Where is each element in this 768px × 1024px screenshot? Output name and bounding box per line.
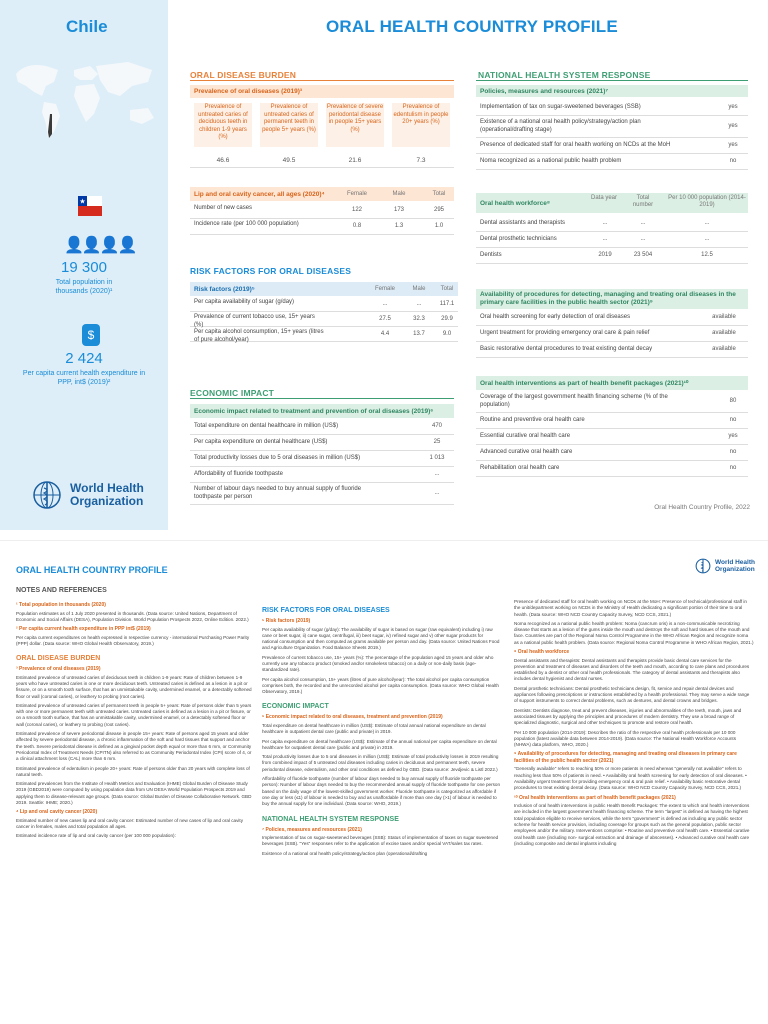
oral-disease-rule bbox=[190, 80, 454, 81]
risk-title: RISK FACTORS FOR ORAL DISEASES bbox=[190, 266, 352, 276]
notes-paragraph: Per capita alcohol consumption, 15+ years (litres of pure alcohol/year): The total alcohol per capita consumption comprises both, the recorded and the unrecorded alcohol per capita consumption. (Data source: WHO Global Health Observatory, 2019.) bbox=[262, 676, 499, 695]
economic-row-value: ... bbox=[434, 490, 440, 496]
economic-row-value: 1 013 bbox=[429, 455, 445, 461]
availability-row-value: available bbox=[712, 314, 736, 320]
workforce-header-total: Total number bbox=[632, 195, 654, 208]
who-name-line2: Organization bbox=[70, 494, 144, 508]
economic-row-label: Total productivity losses due to 5 oral diseases in million (US$) bbox=[194, 455, 361, 461]
economic-row-value: 25 bbox=[433, 439, 441, 445]
policy-row-label: Noma recognized as a national public health problem bbox=[480, 158, 622, 164]
expenditure-value: 2 424 bbox=[65, 350, 103, 367]
population-stat bbox=[0, 259, 168, 296]
page-footer: Oral Health Country Profile, 2022 bbox=[654, 504, 750, 511]
risk-row-value: 117.1 bbox=[439, 300, 455, 307]
notes-column-2 bbox=[262, 599, 500, 1024]
cancer-header-male: Male bbox=[392, 191, 406, 197]
economic-row-label: Per capita expenditure on dental healthcare (US$) bbox=[194, 439, 328, 445]
notes-subheading: ¹ Total population in thousands (2020) bbox=[16, 602, 106, 608]
notes-paragraph: Affordability of fluoride toothpaste (number of labour days needed to buy annual supply of fluoride toothpaste per person): Number of labour days needed to buy the recommended annual supply of fluoride toothpaste for one person based on the daily wage of the lowest-skilled government worker. Fluoride toothpaste is categorized as affordable if one day or less (≤1) of labour is needed to buy and as unaffordable if more than one day (>1) of labour is needed to buy the annual supply for one individual. (Data source: WHO, 2019.) bbox=[262, 776, 500, 807]
risk-row-value: ... bbox=[416, 300, 422, 307]
risk-row-value: 29.9 bbox=[441, 315, 453, 322]
notes-subheading: ¹⁰ Oral health interventions as part of health benefit packages (2021) bbox=[514, 794, 676, 801]
cancer-row-label: Number of new cases bbox=[194, 205, 253, 211]
prevalence-column-label: Prevalence of severe periodontal disease in people 15+ years (%) bbox=[326, 103, 384, 147]
cancer-row-value: 0.8 bbox=[352, 223, 362, 229]
workforce-row-value: 23 504 bbox=[633, 252, 653, 258]
notes-paragraph: Per 10 000 population (2014-2019): Describes the ratio of the respective oral health professionals per 10 000 population (latest available data between 2014-2019). (Data source: The National Health Workforce Accounts (NHWA) data platform, WHO, 2020.) bbox=[514, 729, 736, 748]
notes-paragraph: Dental prosthetic technicians: Dental prosthetic technicians design, fit, service and repair dental devices and appliances following prescriptions or instructions established by a health professional. They may serve a wide range of support instruments to correct dental problems, such as dentures, and dental crowns and bridges. bbox=[514, 685, 750, 704]
package-row-label: Routine and preventive oral health care bbox=[480, 417, 585, 423]
notes-page-title: ORAL HEALTH COUNTRY PROFILE bbox=[16, 565, 168, 575]
risk-header-male: Male bbox=[412, 286, 426, 292]
population-icon: 👤👤👤👤 bbox=[64, 237, 136, 254]
notes-who-name bbox=[715, 559, 755, 573]
risk-header-total: Total bbox=[440, 286, 454, 292]
workforce-row-value: ... bbox=[640, 236, 646, 242]
notes-paragraph: Estimated prevalence of severe periodontal disease in people 15+ years: Rate of persons aged 15 years and older affected by severe periodontal disease, a chronic inflammation of the soft and hard tissues that support and anchor the teeth. Severe periodontal disease is defined as a gingival pocket depth equal or more than 6 mm, or Community Periodontal Index of Treatment Needs (CPITN) also referred to as Community Periodontal Index (CPI) score of 4, or a clinical attachment loss (CAL) more than 6 mm. bbox=[16, 731, 252, 762]
package-row-label: Advanced curative oral health care bbox=[480, 449, 573, 455]
notes-paragraph: Inclusion of oral health interventions in public Health Benefit Packages: The extent to which oral health interventions are included in the largest government health financing scheme. The term "largest" is defined as having the highest total population eligible to receive services, while the term "government" is defined as including any public sector scheme for health service provision, including coverage for groups such as the general population, public sector employees and/or the military. Interventions comprise: • Routine and preventive oral health care. • Essential curative oral health care (including non- surgical extraction and drainage of abscesses). • Advanced curative oral health care (including composite and dental implants including bbox=[514, 803, 750, 846]
economic-row-label: Total expenditure on dental healthcare in million (US$) bbox=[194, 423, 339, 429]
cancer-header-total: Total bbox=[432, 191, 446, 197]
notes-subheading: ⁹ Availability of procedures for detecting, managing and treating oral diseases in primary care facilities of the public health sector (2021) bbox=[514, 751, 737, 764]
policy-row-label: Implementation of tax on sugar-sweetened beverages (SSB) bbox=[480, 104, 641, 110]
world-map-icon bbox=[8, 52, 160, 148]
cancer-band-label: Lip and oral cavity cancer, all ages (2020)⁴ bbox=[194, 190, 325, 198]
notes-paragraph: Prevalence of current tobacco use, 15+ years (%): The percentage of the population aged 15 years and older who currently use any tobacco product (smoked and/or smokeless tobacco) on a daily or non-daily basis (age-standardized rate). bbox=[262, 654, 494, 673]
economic-row-value: ... bbox=[434, 471, 440, 477]
risk-row-value: 13.7 bbox=[413, 330, 425, 337]
economic-row-label: Number of labour days needed to buy annual supply of fluoride toothpaste per person bbox=[194, 486, 362, 500]
notes-section-heading: ECONOMIC IMPACT bbox=[262, 703, 329, 711]
notes-section-heading: NATIONAL HEALTH SYSTEM RESPONSE bbox=[262, 815, 399, 823]
notes-paragraph: Per capita availability of sugar (g/day): The availability of sugar is based on sugar (raw equivalent) including i) raw cane or beet sugar, ii) cane sugar, centrifugal, iii) beet sugar, iv) refined sugar and v) other sugar products for national consumption and then computed as grams available per person and day. (Data source: United Nations Food and Agriculture Organization. Food Balance Sheets 2019.) bbox=[262, 626, 500, 651]
prevalence-column-label: Prevalence of untreated caries of deciduous teeth in children 1-9 years (%) bbox=[194, 103, 252, 147]
cancer-row-value: 122 bbox=[351, 207, 362, 213]
notes-section-heading: ORAL DISEASE BURDEN bbox=[16, 655, 101, 663]
notes-paragraph: Per capita current expenditures on health expressed in respective currency - international Purchasing Power Parity (PPP) dollar. (Data source: WHO Global Health Observatory, 2019.) bbox=[16, 634, 250, 646]
package-row-value: no bbox=[729, 465, 737, 471]
cancer-row-label: Incidence rate (per 100 000 population) bbox=[194, 221, 299, 227]
prevalence-value: 46.6 bbox=[216, 157, 230, 164]
notes-paragraph: Dentists: Dentists diagnose, treat and prevent diseases, injuries and abnormalities of the teeth, mouth, jaws and associated tissues by applying the principles and procedures of modern dentistry. They use a broad range of specialized diagnostic, surgical and other techniques to promote and restore oral health. bbox=[514, 707, 742, 726]
cancer-row-value: 295 bbox=[433, 207, 444, 213]
risk-band-label: Risk factors (2019)⁵ bbox=[194, 285, 255, 293]
notes-title: NOTES AND REFERENCES bbox=[16, 587, 107, 594]
workforce-row-label: Dentists bbox=[480, 252, 502, 258]
expenditure-label: Per capita current health expenditure in PPP, int$ (2019)² bbox=[22, 370, 146, 386]
notes-paragraph: Estimated prevalence of edentulism in people 20+ years: Rate of persons older than 20 years with complete loss of natural teeth. bbox=[16, 765, 250, 777]
notes-paragraph: Total expenditure on dental healthcare in million (US$): Estimate of total annual national expenditure on dental healthcare in outpatient dental care (public and private) in 2019. bbox=[262, 722, 486, 735]
cancer-band bbox=[190, 187, 454, 201]
notes-paragraph: Total productivity losses due to 5 oral diseases in million (US$): Estimate of total productivity losses in 2019 resulting from combined impact of 5 untreated oral diseases including caries in deciduous and permanent teeth, severe periodontal disease, edentulism, and other oral conditions as defined by GBD. (Data source: Jevdjevic & Listl 2022.) bbox=[262, 754, 499, 772]
availability-row-label: Basic restorative dental procedures to treat existing dental decay bbox=[480, 346, 653, 352]
workforce-row-value: ... bbox=[602, 220, 608, 226]
notes-who-logo bbox=[694, 557, 755, 575]
notes-paragraph: Existence of a national oral health policy/strategy/action plan (operational/drafting bbox=[262, 850, 428, 856]
workforce-row-value: ... bbox=[602, 236, 608, 242]
policy-row-label: Presence of dedicated staff for oral health working on NCDs at the MoH bbox=[480, 142, 671, 148]
health-system-rule bbox=[476, 80, 748, 81]
workforce-header-per10k: Per 10 000 population (2014-2019) bbox=[668, 195, 746, 208]
package-row-label: Essential curative oral health care bbox=[480, 433, 571, 439]
policies-band: Policies, measures and resources (2021)⁷ bbox=[476, 85, 748, 97]
notes-paragraph: Noma recognized as a national public health problem: Noma (cancrum oris) is a non-communicable necrotizing disease that starts as a lesion of the gums inside the mouth and destroys the soft and hard tissues of the mouth and face. Countries are part of the Regional Noma Control Programme in the WHO African Region and recognize noma as a national public health problem. (Data source: Regional Noma Control Programme in WHO African Region, 2021.) bbox=[514, 620, 754, 645]
notes-who-line2: Organization bbox=[715, 566, 755, 573]
health-system-title: NATIONAL HEALTH SYSTEM RESPONSE bbox=[478, 70, 651, 80]
risk-row-value: ... bbox=[382, 300, 388, 307]
prevalence-band: Prevalence of oral diseases (2019)³ bbox=[190, 85, 454, 98]
workforce-header-year: Data year bbox=[590, 195, 617, 201]
who-logo bbox=[30, 478, 144, 512]
workforce-row-value: ... bbox=[704, 236, 710, 242]
who-name-line1: World Health bbox=[70, 481, 144, 495]
who-emblem-icon bbox=[30, 478, 64, 512]
population-value: 19 300 bbox=[61, 259, 107, 276]
cancer-row-value: 1.3 bbox=[394, 223, 404, 229]
policy-row-label: Existence of a national oral health policy/strategy/action plan (operational/drafting stage) bbox=[480, 119, 641, 133]
notes-paragraph: Estimated incidence rate of lip and oral cavity cancer (per 100 000 population): bbox=[16, 833, 176, 839]
availability-band: Availability of procedures for detecting, managing and treating oral diseases in the primary care facilities in the public health sector (2021)⁹ bbox=[476, 289, 748, 309]
notes-paragraph: Estimated prevalence of untreated caries of permanent teeth in people 5+ years: Rate of persons older than 5 years with one or more permanent teeth with untreated caries. Untreated caries is defined as a lesion in a pit or fissure, or on a smooth tooth surface, that has an unmistakable cavity, undermined enamel, or a detectably softened floor or wall (coronal caries), or leathery to probing (root caries). bbox=[16, 702, 252, 727]
country-name: Chile bbox=[66, 17, 108, 36]
workforce-row-label: Dental prosthetic technicians bbox=[480, 236, 557, 242]
chile-flag-icon bbox=[78, 196, 102, 216]
oral-disease-title: ORAL DISEASE BURDEN bbox=[190, 70, 297, 80]
notes-paragraph: Estimated number of new cases lip and oral cavity cancer: Estimated number of new cases of lip and oral cavity cancer in females, males and total population all ages. bbox=[16, 817, 243, 830]
notes-subheading: ⁵ Risk factors (2019) bbox=[262, 618, 311, 624]
notes-paragraph: Estimated prevalence of untreated caries of deciduous teeth in children 1-9 years: Rate of children between 1-9 years who have untreated caries in one or more deciduous teeth. Untreated caries is defined as a lesion in a pit or fissure, or on a smooth tooth surface, that has an unmistakable cavity, undermined enamel, or a detectably softened floor or wall (coronal caries), or leathery to probing (root caries). bbox=[16, 674, 252, 699]
prevalence-value: 7.3 bbox=[416, 157, 426, 164]
package-row-value: no bbox=[729, 417, 737, 423]
notes-paragraph: Implementation of tax on sugar-sweetened beverages (SSB): Status of implementation of taxes on sugar sweetened beverages (SSB). "Yes" responses refer to the application of excise taxes and/or special VAT/sales tax rates. bbox=[262, 835, 499, 847]
economic-row-value: 470 bbox=[431, 423, 442, 429]
notes-subheading: ³ Prevalence of oral diseases (2019) bbox=[16, 666, 101, 673]
availability-row-label: Urgent treatment for providing emergency oral care & pain relief bbox=[480, 330, 650, 336]
expenditure-stat bbox=[0, 350, 168, 387]
policy-row-value: yes bbox=[728, 104, 738, 110]
notes-paragraph: Estimated prevalences from the Institute of Health Metrics and Evaluation (IHME) Global Burden of Disease Study 2019 (GBD2019) were computed by using population data from UN DESA World Population Prospects 2019 and applying them to disease-relevant age groups. (Data source: Global Burden of Disease Collaborative Network. GBD 2019. Seattle: IHME; 2020.) bbox=[16, 781, 252, 806]
package-row-label: Coverage of the largest government health financing scheme (% of the population) bbox=[480, 394, 668, 408]
availability-row-label: Oral health screening for early detection of oral diseases bbox=[480, 314, 631, 320]
policy-row-value: yes bbox=[728, 123, 738, 129]
who-name bbox=[70, 482, 144, 508]
notes-paragraph: Presence of dedicated staff for oral health working on NCDs at the MoH: Presence of technical/professional staff in the unit/department working on NCDs in the Ministry of Health dedicating a significant portion of their time to oral health. (Data source: WHO NCD Country Capacity Survey, NCD CCS, 2021.) bbox=[514, 599, 747, 617]
workforce-row-value: ... bbox=[704, 220, 710, 226]
notes-subheading: ² Per capita current health expenditure in PPP int$ (2019) bbox=[16, 626, 151, 633]
package-row-value: yes bbox=[728, 433, 738, 439]
notes-column-3 bbox=[514, 599, 754, 1024]
risk-header-female: Female bbox=[374, 286, 395, 292]
notes-subheading: ⁶ Economic impact related to oral diseases, treatment and prevention (2019) bbox=[262, 714, 443, 721]
notes-who-emblem-icon bbox=[694, 557, 712, 575]
notes-section-heading: RISK FACTORS FOR ORAL DISEASES bbox=[262, 607, 390, 614]
population-label: Total population in thousands (2020)¹ bbox=[55, 279, 113, 295]
notes-paragraph: Per capita expenditure on dental healthcare (US$): Estimate of the annual national per capita expenditure on dental healthcare for outpatient dental care (public and private) in 2019. bbox=[262, 738, 497, 750]
economic-band: Economic impact related to treatment and prevention of oral diseases (2019)⁶ bbox=[190, 404, 454, 418]
package-row-value: no bbox=[729, 449, 737, 455]
economic-row-label: Affordability of fluoride toothpaste bbox=[194, 471, 283, 477]
package-row-value: 80 bbox=[729, 398, 737, 404]
page-title: ORAL HEALTH COUNTRY PROFILE bbox=[326, 17, 618, 36]
cancer-row-value: 173 bbox=[393, 207, 404, 213]
economic-title: ECONOMIC IMPACT bbox=[190, 388, 275, 398]
prevalence-value: 21.6 bbox=[348, 157, 362, 164]
packages-band: Oral health interventions as part of health benefit packages (2021)¹⁰ bbox=[476, 376, 748, 390]
notes-column-1 bbox=[16, 599, 252, 1024]
cancer-row-value: 1.0 bbox=[434, 223, 444, 229]
notes-who-line1: World Health bbox=[715, 559, 755, 566]
workforce-band-label: Oral health workforce⁸ bbox=[480, 199, 550, 207]
prevalence-column-label: Prevalence of edentulism in people 20+ years (%) bbox=[392, 103, 450, 147]
workforce-row-value: ... bbox=[640, 220, 646, 226]
risk-row-label: Prevalence of current tobacco use, 15+ years (%) bbox=[194, 314, 315, 328]
workforce-row-label: Dental assistants and therapists bbox=[480, 220, 566, 226]
workforce-row-value: 12.5 bbox=[701, 252, 713, 258]
notes-subheading: ⁴ Lip and oral cavity cancer (2020) bbox=[16, 809, 98, 816]
risk-row-value: 27.5 bbox=[379, 315, 391, 322]
risk-row-value: 9.0 bbox=[442, 330, 452, 337]
risk-row-label: Per capita availability of sugar (g/day) bbox=[194, 299, 295, 305]
notes-paragraph: Population estimates as of 1 July 2020 presented in thousands. (Data source: United Nations, Department of Economic and Social Affairs (DESA), Population Division. World Population Prospects 2022, Online Edition. 2022.) bbox=[16, 610, 249, 622]
workforce-row-value: 2019 bbox=[598, 252, 612, 258]
risk-row-value: 4.4 bbox=[380, 330, 390, 337]
notes-subheading: ⁸ Oral health workforce bbox=[514, 649, 570, 656]
notes-paragraph: "Generally available" refers to reaching 50% or more patients in need whereas "generally not available" refers to reaching less than 50% of patients in need. • Availability oral health screening for early detection of oral diseases. • Availability urgent treatment for providing emergency oral & oral pain relief. • Availability basic restorative dental procedures to treat existing dental decay. (Data source: WHO NCD Country Capacity Survey, NCD CCS, 2021.) bbox=[514, 766, 747, 791]
cancer-header-female: Female bbox=[346, 191, 367, 197]
risk-row-value: 32.3 bbox=[413, 315, 425, 322]
sidebar bbox=[0, 0, 168, 530]
prevalence-column-label: Prevalence of untreated caries of permanent teeth in people 5+ years (%) bbox=[260, 103, 318, 147]
policy-row-value: no bbox=[729, 158, 737, 164]
prevalence-rule bbox=[190, 167, 454, 168]
notes-page bbox=[0, 540, 768, 1024]
availability-row-value: available bbox=[712, 330, 736, 336]
money-bag-icon: $ bbox=[82, 324, 100, 346]
package-row-label: Rehabilitation oral health care bbox=[480, 465, 560, 471]
notes-paragraph: Dental assistants and therapists: Dental assistants and therapists provide basic dental care services for the prevention and treatment of diseases and disorders of the teeth and mouth, according to care plans and procedures established by a dentist or other oral health professionals. The category of dental assistants and therapists also includes dental hygienist and dental nurses. bbox=[514, 657, 750, 682]
notes-subheading: ⁷ Policies, measures and resources (2021) bbox=[262, 826, 362, 833]
risk-row-label: Per capita alcohol consumption, 15+ years (litres of pure alcohol/year) bbox=[194, 329, 324, 343]
prevalence-value: 49.5 bbox=[282, 157, 296, 164]
availability-row-value: available bbox=[712, 346, 736, 352]
policy-row-value: yes bbox=[728, 142, 738, 148]
economic-rule bbox=[190, 398, 454, 399]
